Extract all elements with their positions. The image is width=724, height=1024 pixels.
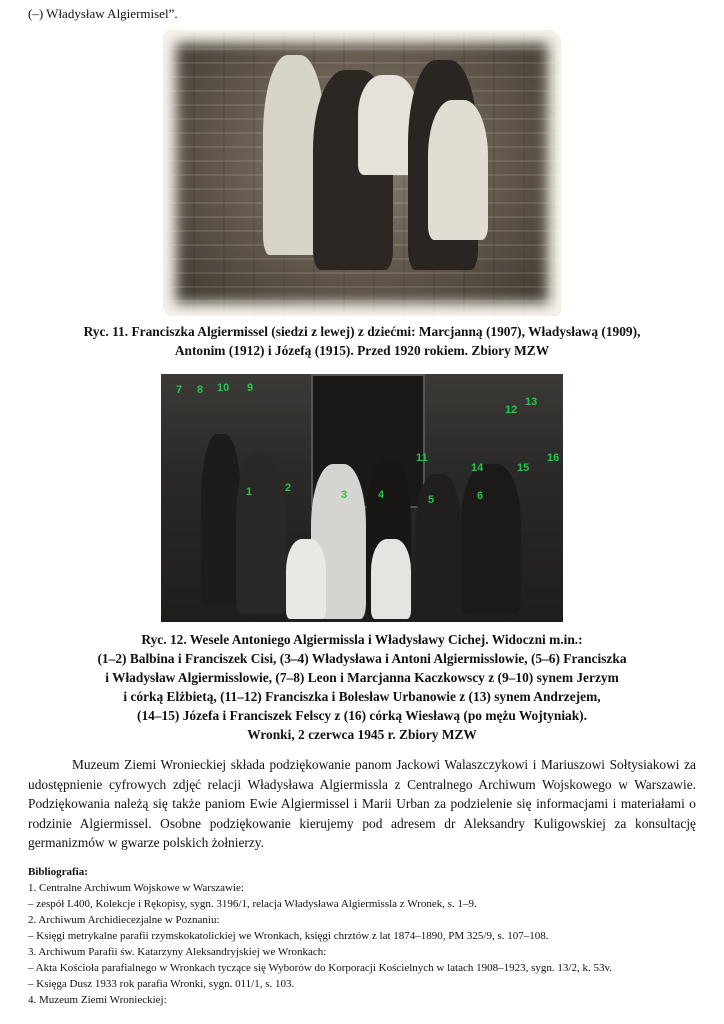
- bibliography-line: 4. Muzeum Ziemi Wronieckiej:: [28, 994, 167, 1006]
- wedding-photo: [161, 374, 563, 622]
- bibliography-line: – Księga Dusz 1933 rok parafia Wronki, sygn. 011/1, s. 103.: [28, 978, 295, 990]
- figure1-caption: [20, 322, 704, 360]
- figure2-caption-line: (1–2) Balbina i Franciszek Cisi, (3–4) Władysława i Antoni Algiermisslowie, (5–6) Franciszka: [97, 651, 627, 666]
- bibliography: [28, 864, 708, 1008]
- person-label: 6: [477, 490, 484, 502]
- figure2-caption-line: i córką Elżbietą, (11–12) Franciszka i Bolesław Urbanowie z (13) synem Andrzejem,: [123, 689, 601, 704]
- bibliography-line: – Księgi metrykalne parafii rzymskokatolickiej we Wronkach, księgi chrztów z lat 1874–1890, PM 325/9, s. 107–108.: [28, 930, 549, 942]
- person-label: 8: [197, 384, 204, 396]
- photo-figure: [286, 539, 326, 619]
- photo-figure: [371, 539, 411, 619]
- acknowledgement-paragraph: Muzeum Ziemi Wronieckiej składa podziękowanie panom Jackowi Walaszczykowi i Mariuszowi Sołtysiakowi za udostępnienie cyfrowych zdjęć relacji Władysława Algiermissla z Centralnego Archiwum Wojskowego w Warszawie. Podziękowania należą się także paniom Ewie Algiermissel i Marii Urban za podzielenie się informacjami i materiałami o rodzinie Algiermissel. Osobne podziękowanie kierujemy pod adresem dr Aleksandry Kuligowskiej za konsultację germanizmów w gwarze polskich żołnierzy.: [28, 757, 696, 850]
- person-label: 9: [247, 382, 254, 394]
- person-label: 12: [505, 404, 518, 416]
- bibliography-line: 3. Archiwum Parafii św. Katarzyny Aleksandryjskiej we Wronkach:: [28, 946, 327, 958]
- photo-figure: [201, 434, 241, 604]
- person-label: 1: [246, 486, 253, 498]
- photo-vignette: [163, 30, 561, 316]
- figure2-caption-line: Wronki, 2 czerwca 1945 r. Zbiory MZW: [247, 727, 477, 742]
- bibliography-line: 2. Archiwum Archidiecezjalne w Poznaniu:: [28, 914, 220, 926]
- bibliography-line: – zespół I.400, Kolekcje i Rękopisy, sygn. 3196/1, relacja Władysława Algiermissla z Wronek, s. 1–9.: [28, 898, 477, 910]
- person-label: 5: [428, 494, 435, 506]
- bibliography-line: – Akta Kościoła parafialnego w Wronkach tyczące się Wyborów do Korporacji Kościelnych w latach 1908–1923, sygn. 13/2, k. 53v.: [28, 962, 612, 974]
- quote-end: (–) Władysław Algiermisel”.: [28, 6, 178, 21]
- person-label: 14: [471, 462, 484, 474]
- person-label: 16: [547, 452, 560, 464]
- figure1-caption-line: Ryc. 11. Franciszka Algiermissel (siedzi z lewej) z dziećmi: Marcjanną (1907), Władysławą (1909),: [83, 324, 641, 339]
- person-label: 7: [176, 384, 183, 396]
- person-label: 4: [378, 489, 385, 501]
- photo-figure: [461, 464, 521, 614]
- photo-figure: [416, 474, 461, 614]
- figure2-caption-line: (14–15) Józefa i Franciszek Felscy z (16) córką Wiesławą (po mężu Wojtyniak).: [136, 708, 587, 723]
- person-label: 15: [517, 462, 530, 474]
- person-label: 13: [525, 396, 538, 408]
- figure2-caption-line: Ryc. 12. Wesele Antoniego Algiermissla i Władysławy Cichej. Widoczni m.in.:: [141, 632, 583, 647]
- figure2-caption: [20, 630, 704, 744]
- bibliography-title: Bibliografia:: [28, 866, 88, 878]
- figure2-caption-line: i Władysław Algiermisslowie, (7–8) Leon i Marcjanna Kaczkowscy z (9–10) synem Jerzym: [105, 670, 619, 685]
- person-label: 3: [341, 489, 348, 501]
- person-label: 2: [285, 482, 292, 494]
- bibliography-line: 1. Centralne Archiwum Wojskowe w Warszawie:: [28, 882, 244, 894]
- person-label: 11: [416, 452, 428, 464]
- person-label: 10: [217, 382, 230, 394]
- photo-figure: [236, 454, 286, 614]
- figure1-caption-line: Antonim (1912) i Józefą (1915). Przed 1920 rokiem. Zbiory MZW: [174, 343, 550, 358]
- family-photo: [163, 30, 561, 316]
